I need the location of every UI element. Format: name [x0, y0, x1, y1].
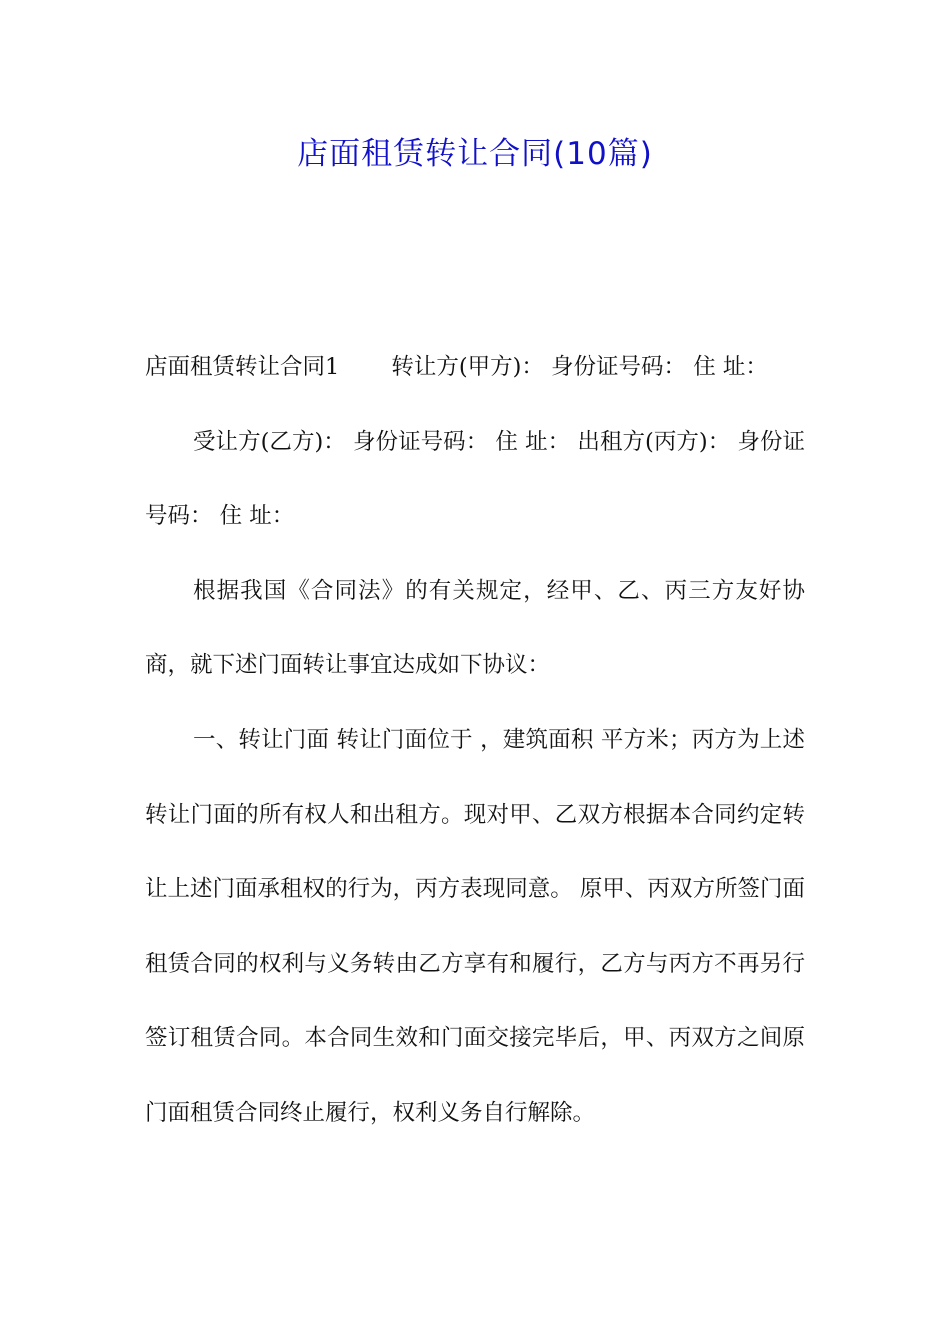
preamble-paragraph: 根据我国《合同法》的有关规定，经甲、乙、丙三方友好协商，就下述门面转让事宜达成如下协议： [145, 577, 805, 679]
document-body [145, 330, 805, 1151]
contract-heading-paragraph [145, 330, 805, 405]
clause-one-paragraph: 一、转让门面 转让门面位于 ，建筑面积 平方米；丙方为上述转让门面的所有权人和出租方。现对甲、乙双方根据本合同约定转让上述门面承租权的行为，丙方表现同意。 原甲、丙双方所签门面租赁合同的权利与义务转由乙方享有和履行，乙方与丙方不再另行签订租赁合同。本合同生效和门面交接完毕后，甲、丙双方之间原门面租赁合同终止履行，权利义务自行解除。 [145, 726, 805, 1126]
contract-number-heading: 店面租赁转让合同1 [145, 354, 340, 380]
transferee-lessor-paragraph: 受让方(乙方)： 身份证号码： 住 址： 出租方(丙方)： 身份证号码： 住 址： [145, 428, 805, 530]
document-title: 店面租赁转让合同(10篇) [297, 136, 653, 172]
transferor-fields: 转让方(甲方)： 身份证号码： 住 址： [391, 354, 768, 380]
